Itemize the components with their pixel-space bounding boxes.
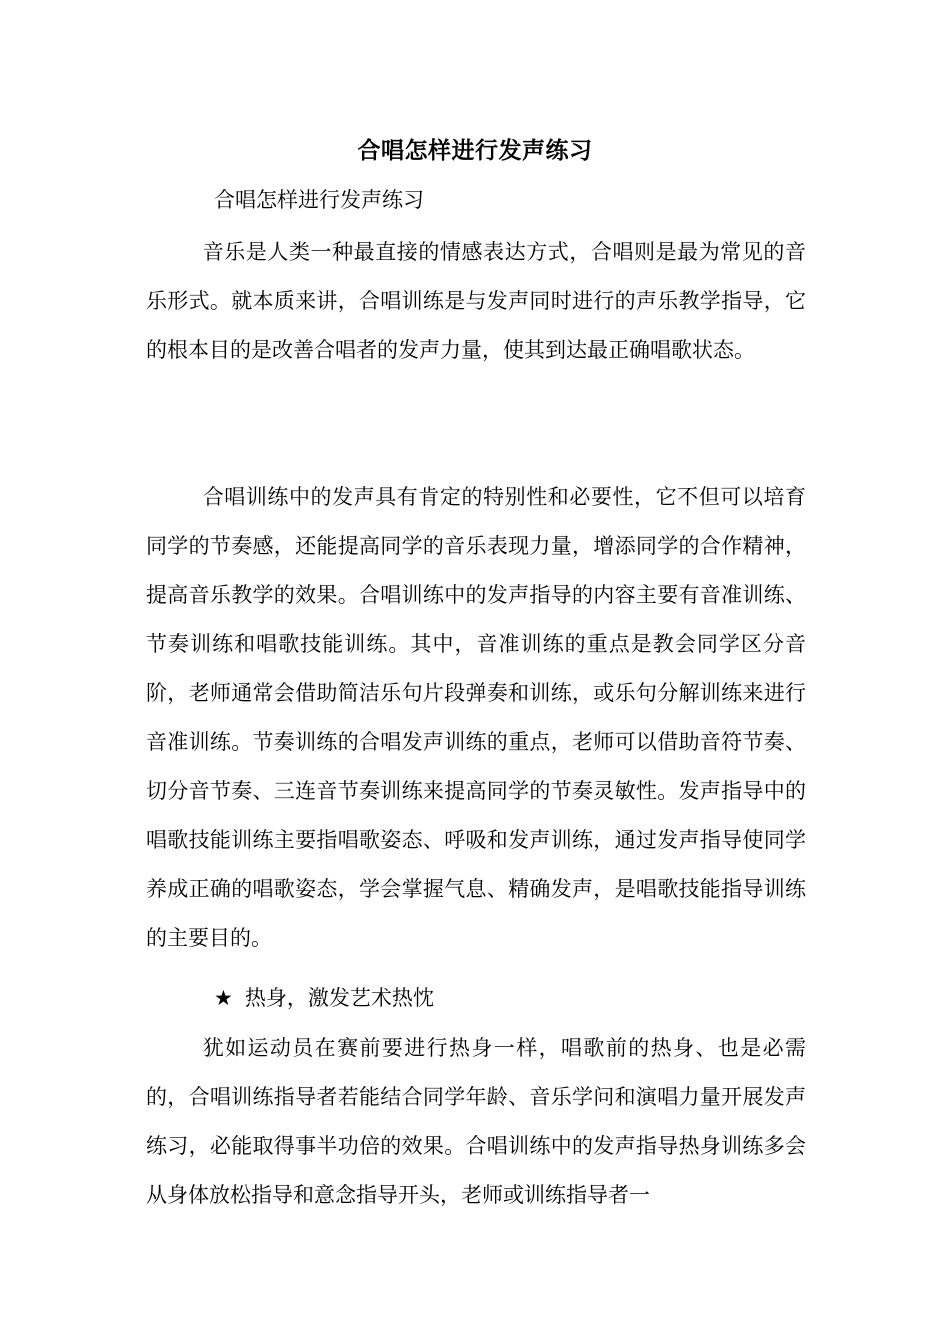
section-heading-text: 热身，激发艺术热忱	[244, 986, 434, 1010]
star-icon: ★	[214, 986, 233, 1010]
document-title: 合唱怎样进行发声练习	[357, 137, 593, 164]
paragraph-training: 合唱训练中的发声具有肯定的特别性和必要性，它不但可以培育同学的节奏感，还能提高同学的音乐表现力量，增添同学的合作精神，提高音乐教学的效果。合唱训练中的发声指导的内容主要有音准训练、节奏训练和唱歌技能训练。其中，音准训练的重点是教会同学区分音阶，老师通常会借助简洁乐句片段弹奏和训练，或乐句分解训练来进行音准训练。节奏训练的合唱发声训练的重点，老师可以借助音符节奏、切分音节奏、三连音节奏训练来提高同学的节奏灵敏性。发声指导中的唱歌技能训练主要指唱歌姿态、呼吸和发声训练，通过发声指导使同学养成正确的唱歌姿态，学会掌握气息、精确发声，是唱歌技能指导训练的主要目的。	[146, 485, 806, 950]
document-subtitle: 合唱怎样进行发声练习	[214, 188, 424, 212]
section-heading-warmup	[214, 978, 434, 1018]
paragraph-intro: 音乐是人类一种最直接的情感表达方式，合唱则是最为常见的音乐形式。就本质来讲，合唱训练是与发声同时进行的声乐教学指导，它的根本目的是改善合唱者的发声力量，使其到达最正确唱歌状态。	[146, 240, 806, 362]
paragraph-warmup: 犹如运动员在赛前要进行热身一样，唱歌前的热身、也是必需的，合唱训练指导者若能结合同学年龄、音乐学问和演唱力量开展发声练习，必能取得事半功倍的效果。合唱训练中的发声指导热身训练多会从身体放松指导和意念指导开头，老师或训练指导者一	[146, 1036, 806, 1207]
